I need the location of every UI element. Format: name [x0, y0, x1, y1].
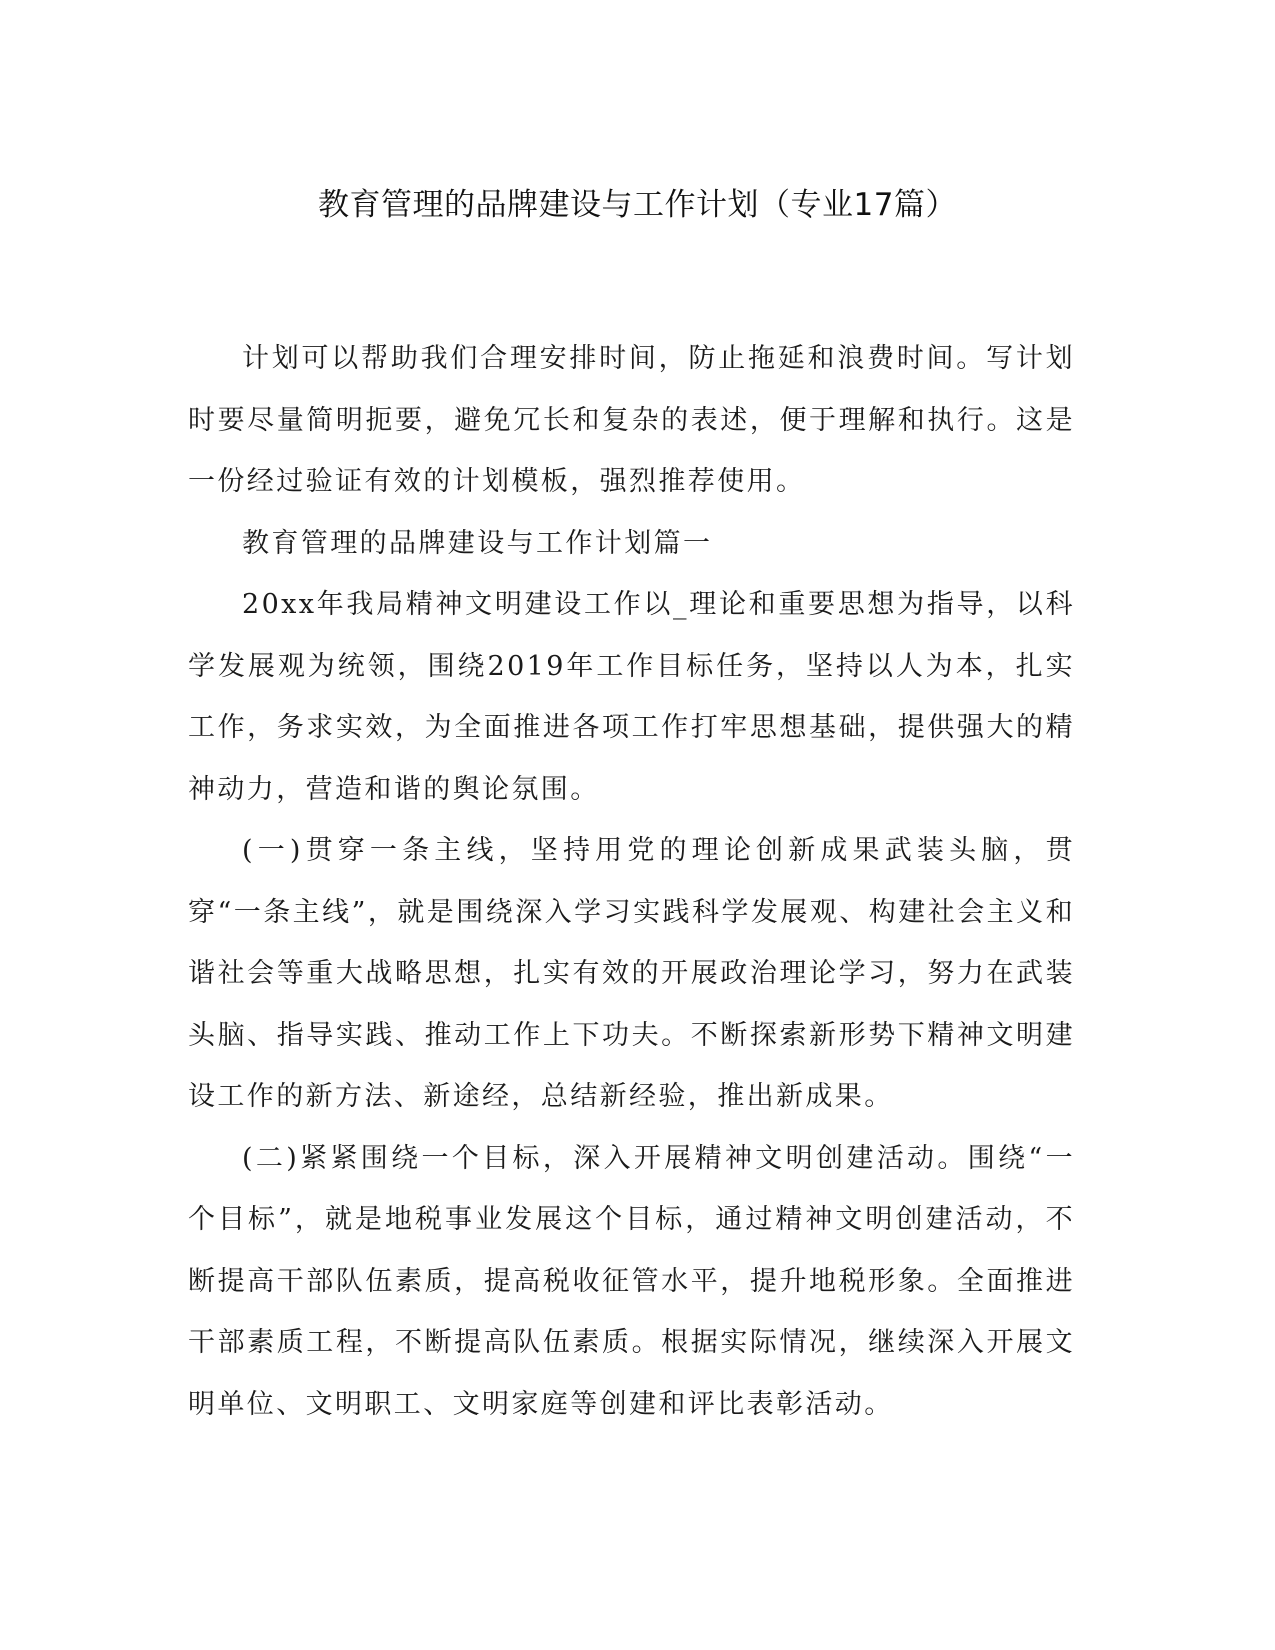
body-paragraph: (二)紧紧围绕一个目标，深入开展精神文明创建活动。围绕“一个目标”，就是地税事业发展这个目标，通过精神文明创建活动，不断提高干部队伍素质，提高税收征管水平，提升地税形象。全面推进干部素质工程，不断提高队伍素质。根据实际情况，继续深入开展文明单位、文明职工、文明家庭等创建和评比表彰活动。 [188, 1142, 1075, 1420]
body-paragraph: 20xx年我局精神文明建设工作以_理论和重要思想为指导，以科学发展观为统领，围绕2019年工作目标任务，坚持以人为本，扎实工作，务求实效，为全面推进各项工作打牢思想基础，提供强大的精神动力，营造和谐的舆论氛围。 [188, 589, 1075, 805]
intro-paragraph: 计划可以帮助我们合理安排时间，防止拖延和浪费时间。写计划时要尽量简明扼要，避免冗长和复杂的表述，便于理解和执行。这是一份经过验证有效的计划模板，强烈推荐使用。 [188, 343, 1075, 497]
section-heading: 教育管理的品牌建设与工作计划篇一 [242, 527, 713, 559]
document-body [188, 328, 1075, 1435]
body-paragraph: (一)贯穿一条主线，坚持用党的理论创新成果武装头脑，贯穿“一条主线”，就是围绕深入学习实践科学发展观、构建社会主义和谐社会等重大战略思想，扎实有效的开展政治理论学习，努力在武装头脑、指导实践、推动工作上下功夫。不断探索新形势下精神文明建设工作的新方法、新途经，总结新经验，推出新成果。 [188, 835, 1075, 1112]
document-title: 教育管理的品牌建设与工作计划（专业17篇） [318, 187, 957, 223]
